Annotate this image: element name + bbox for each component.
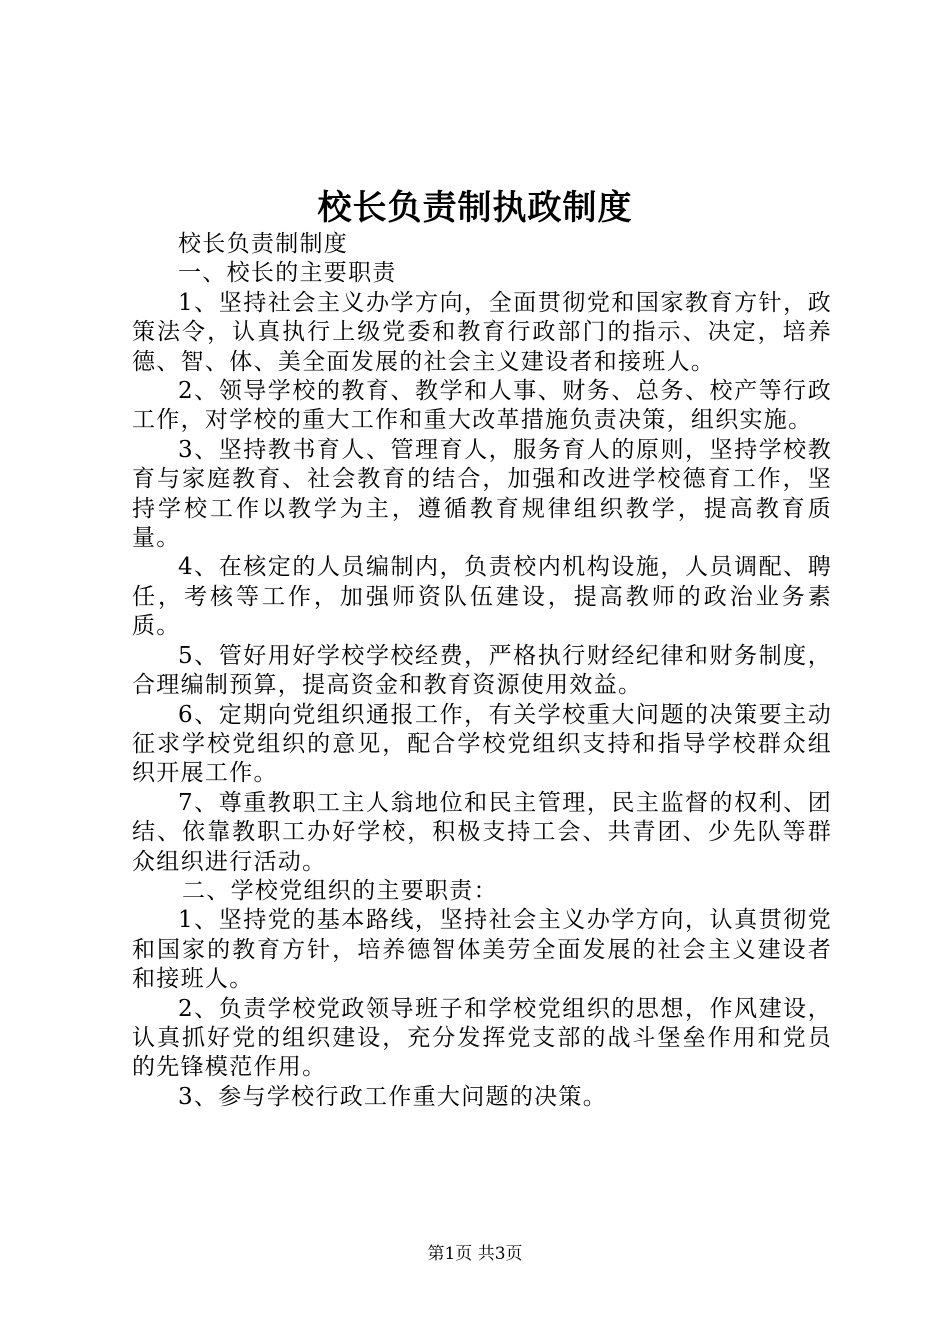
paragraph: 7、尊重教职工主人翁地位和民主管理，民主监督的权利、团结、依靠教职工办好学校，积极支持工会、共青团、少先队等群众组织进行活动。 xyxy=(132,789,832,875)
paragraph-heading: 校长负责制制度 xyxy=(178,231,349,257)
paragraph: 6、定期向党组织通报工作，有关学校重大问题的决策要主动征求学校党组织的意见，配合学校党组织支持和指导学校群众组织开展工作。 xyxy=(132,701,832,787)
page-footer: 第1页 共3页 xyxy=(427,1244,523,1264)
document-body xyxy=(132,230,832,1112)
paragraph: 5、管好用好学校学校经费，严格执行财经纪律和财务制度，合理编制预算，提高资金和教育资源使用效益。 xyxy=(132,642,832,699)
paragraph: 1、坚持党的基本路线，坚持社会主义办学方向，认真贯彻党和国家的教育方针，培养德智体美劳全面发展的社会主义建设者和接班人。 xyxy=(132,907,832,993)
document-title: 校长负责制执政制度 xyxy=(317,188,633,228)
paragraph: 4、在核定的人员编制内，负责校内机构设施，人员调配、聘任，考核等工作，加强师资队伍建设，提高教师的政治业务素质。 xyxy=(132,554,832,640)
paragraph: 2、领导学校的教育、教学和人事、财务、总务、校产等行政工作，对学校的重大工作和重大改革措施负责决策，组织实施。 xyxy=(132,378,832,434)
paragraph: 2、负责学校党政领导班子和学校党组织的思想，作风建设，认真抓好党的组织建设，充分发挥党支部的战斗堡垒作用和党员的先锋模范作用。 xyxy=(132,995,832,1081)
section-heading-principal-duties: 一、校长的主要职责 xyxy=(178,260,397,287)
section-heading-party-duties: 二、学校党组织的主要职责： xyxy=(182,877,498,904)
paragraph: 1、坚持社会主义办学方向，全面贯彻党和国家教育方针，政策法令，认真执行上级党委和教育行政部门的指示、决定，培养德、智、体、美全面发展的社会主义建设者和接班人。 xyxy=(132,289,832,375)
paragraph: 3、坚持教书育人、管理育人，服务育人的原则，坚持学校教育与家庭教育、社会教育的结合，加强和改进学校德育工作，坚持学校工作以教学为主，遵循教育规律组织教学，提高教育质量。 xyxy=(132,436,832,552)
paragraph: 3、参与学校行政工作重大问题的决策。 xyxy=(178,1083,608,1110)
